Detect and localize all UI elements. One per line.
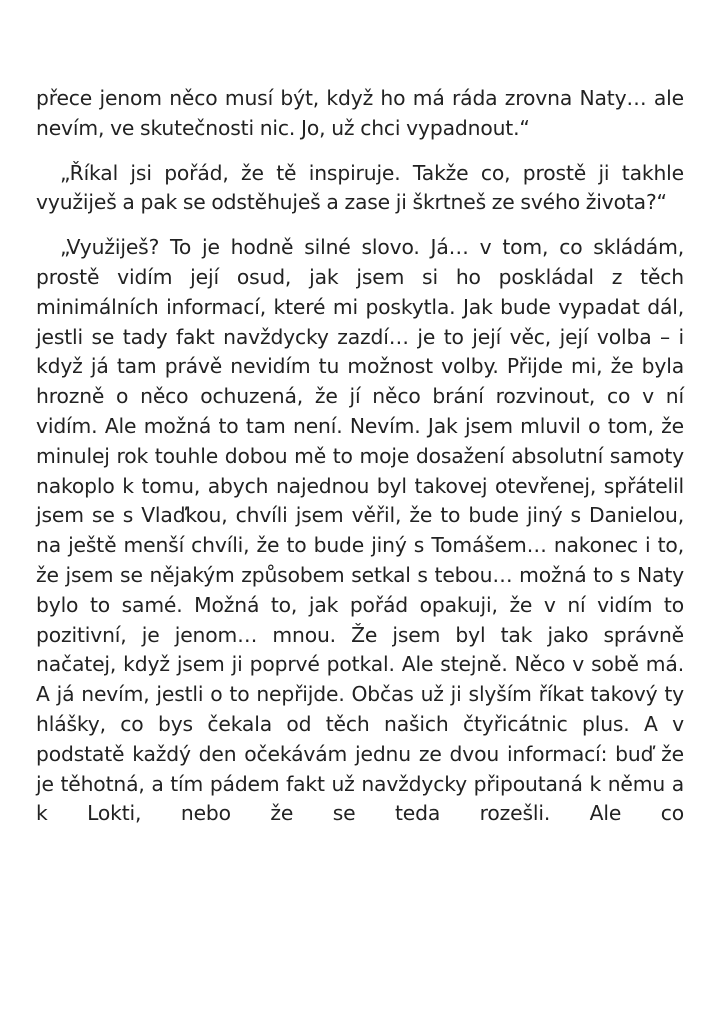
document-page — [36, 84, 684, 829]
paragraph-3: „Využiješ? To je hodně silné slovo. Já… v tom, co skládám, prostě vidím její osud, jak jsem si ho poskládal z těch minimálních informací, které mi poskytla. Jak bude vypadat dál, jestli se tady fakt navždycky zazdí… je to její věc, její volba – i když já tam právě nevidím tu možnost volby. Přijde mi, že byla hrozně o něco ochuzená, že jí něco brání rozvinout, co v ní vidím. Ale možná to tam není. Nevím. Jak jsem mluvil o tom, že minulej rok touhle dobou mě to moje dosažení absolutní samoty nakoplo k tomu, abych najednou byl takovej otevřenej, spřátelil jsem se s Vlaďkou, chvíli jsem věřil, že to bude jiný s Danielou, na ještě menší chvíli, že to bude jiný s Tomášem… nakonec i to, že jsem se nějakým způsobem setkal s tebou… možná to s Naty bylo to samé. Možná to, jak pořád opakuji, že v ní vidím to pozitivní, je jenom… mnou. Že jsem byl tak jako správně načatej, když jsem ji poprvé potkal. Ale stejně. Něco v sobě má. A já nevím, jestli o to nepřijde. Občas už ji slyším říkat takový ty hlášky, co bys čekala od těch našich čtyřicátnic plus. A v podstatě každý den očekávám jednu ze dvou informací: buď že je těhotná, a tím pádem fakt už navždycky připoutaná k němu a k Lokti, nebo že se teda rozešli. Ale co — [36, 235, 684, 826]
paragraph-1: přece jenom něco musí být, když ho má ráda zrovna Naty… ale nevím, ve skutečnosti nic. Jo, už chci vypadnout.“ — [36, 86, 684, 140]
paragraph-2: „Říkal jsi pořád, že tě inspiruje. Takže co, prostě ji takhle využiješ a pak se odstěhuješ a zase ji škrtneš ze svého života?“ — [36, 160, 684, 215]
